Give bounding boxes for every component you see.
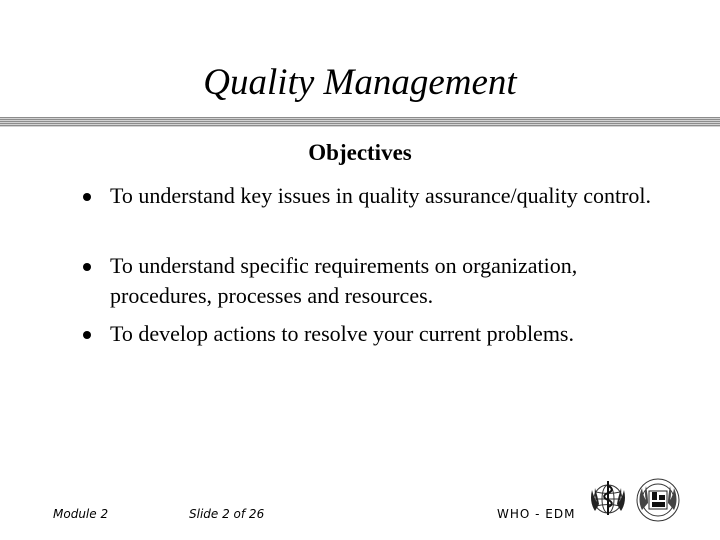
footer-module: Module 2	[53, 507, 109, 521]
slide-title: Quality Management	[203, 62, 517, 103]
footer-organization: WHO - EDM	[497, 507, 576, 521]
bullet-dot-icon	[83, 193, 91, 201]
who-emblem-icon	[585, 476, 631, 522]
bullet-dot-icon	[83, 331, 91, 339]
bullet-text: To understand specific requirements on organization, procedures, processes and resources.	[110, 253, 578, 308]
slide-subtitle: Objectives	[308, 140, 412, 165]
bullet-text: To understand key issues in quality assurance/quality control.	[110, 183, 652, 208]
bullet-text: To develop actions to resolve your current problems.	[110, 321, 574, 346]
edm-emblem-icon	[634, 476, 682, 524]
footer-slide-number: Slide 2 of 26	[189, 507, 265, 521]
bullet-dot-icon	[83, 263, 91, 271]
